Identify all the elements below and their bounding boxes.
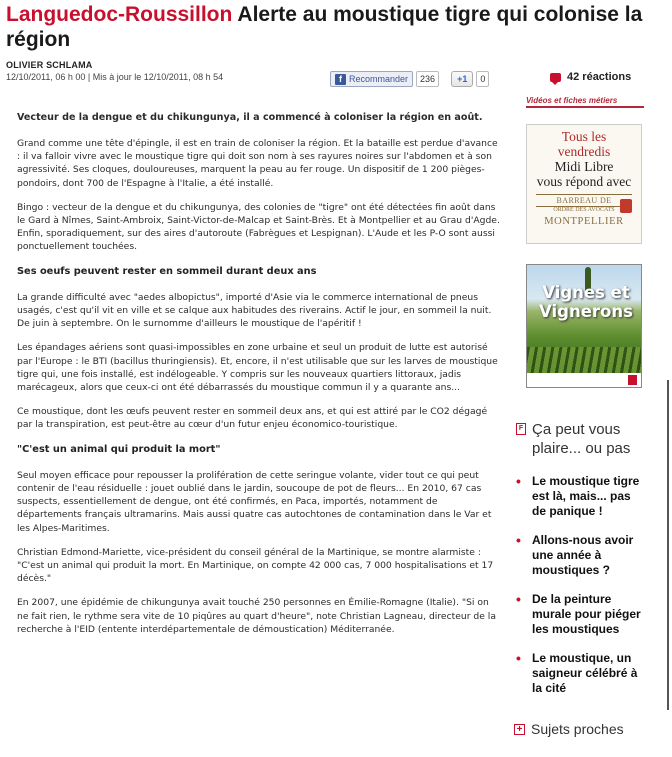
paragraph: Grand comme une tête d'épingle, il est en train de coloniser la région. Et la bataille est perdue d'avance : il va falloir vivre avec le moustique tigre qui doit son nom à ses rayures noires sur l'abdomen et à son agressivité. Ses cloques, douloureuses, marquent la peau au fer rouge. Un dispositif de 1 200 pièges-pondoirs, dont 700 de l'Espagne à l'Italie, a été installé. — [17, 138, 498, 189]
related-item[interactable] — [514, 474, 654, 519]
paragraph: Bingo : vecteur de la dengue et du chikungunya, des colonies de "tigre" ont été détectées fin août dans le Gard à Nîmes, Saint-Ambroix, Saint-Victor-de-Malcap et Saint-Brès. Et à Montpellier et au Grau d'Agde. Enfin, sporadiquement, sur des aires d'autoroute (Fabrègues et Lespignan). L'Aude et les P-O sont aussi ponctuellement touchées. — [17, 201, 500, 253]
facebook-recommend-button[interactable] — [330, 71, 413, 87]
ad-footer — [527, 373, 641, 387]
headline-text: Alerte au moustique tigre qui colonise la région — [6, 3, 643, 51]
vineyard-image — [527, 347, 641, 373]
related-title-text: Ça peut vous plaire... ou pas — [532, 421, 631, 457]
byline — [6, 60, 336, 82]
bullet-icon: • — [516, 650, 521, 666]
related-link[interactable]: De la peinture murale pour piéger les moustiques — [532, 592, 641, 636]
related-item[interactable] — [514, 651, 654, 696]
publish-dates: 12/10/2011, 06 h 00 | Mis à jour le 12/10/2011, 08 h 54 — [6, 72, 224, 82]
videos-link[interactable]: Vidéos et fiches métiers — [526, 96, 644, 108]
vignes-advert[interactable] — [526, 264, 642, 388]
related-topics-label: Sujets proches — [531, 721, 624, 737]
gplus-count: 0 — [476, 71, 489, 87]
paragraph: Les épandages aériens sont quasi-impossibles en zone urbaine et seul un produit de lutte est autorisé par l'Europe : le BTI (bacillus thuringiensis). Et, encore, il n'est utilisable que sur les larves de moustique tigre qui, une fois installé, est indélogeable. Y compris sur les nouveaux quartiers littoraux, jadis marécageux, alors que ceux-ci ont été débarrassés du moustique commun il y a quarante ans... — [17, 342, 498, 394]
gplus-button[interactable]: +1 — [451, 71, 473, 87]
paragraph: Christian Edmond-Mariette, vice-président du conseil général de la Martinique, se montre alarmiste : "C'est un animal qui produit la mort. En Martinique, on compte 42 000 cas, 7 000 hospitalisations et 17 décès." — [17, 546, 494, 585]
bullet-icon: • — [516, 591, 521, 607]
bullet-icon: • — [516, 532, 521, 548]
social-bar — [330, 70, 489, 88]
related-link[interactable]: Le moustique, un saigneur célébré à la cité — [532, 651, 638, 695]
bullet-icon: • — [516, 473, 521, 489]
logo-city: MONTPELLIER — [544, 216, 624, 227]
related-topics-link[interactable] — [514, 721, 624, 737]
page-icon: F — [516, 423, 526, 435]
sidebar — [526, 96, 644, 388]
logo-title: BARREAU DE — [536, 194, 632, 207]
ad-line: Tous les — [561, 129, 607, 144]
region-label[interactable]: Languedoc-Roussillon — [6, 3, 233, 26]
paragraph: En 2007, une épidémie de chikungunya avait touché 250 personnes en Émilie-Romagne (Italie). "Si on ne fait rien, le rythme sera vite de 10 piqûres au quart d'heure", note Christian Lagneau, directeur de la recherche à l'EID (entente interdépartementale de démoustication) Méditerranée. — [17, 597, 496, 635]
related-item[interactable] — [514, 533, 654, 578]
reactions-link[interactable] — [550, 71, 631, 83]
subheading: Ses oeufs peuvent rester en sommeil durant deux ans — [17, 265, 317, 277]
ad-line: vous répond avec — [536, 174, 632, 189]
paragraph: La grande difficulté avec "aedes albopictus", importé d'Asie via le commerce international de pneus usagés, c'est qu'il vit en ville et se calque aux habitudes des riverains. Actif le jour, en sommeil la nuit. De juin à septembre. On le surnomme d'ailleurs le moustique de l'apéritif ! — [17, 291, 492, 330]
barreau-logo — [536, 194, 632, 234]
paragraph: Seul moyen efficace pour repousser la prolifération de cette seringue volante, vider tout ce qui peut contenir de l'eau résiduelle : jouet oublié dans le jardin, soucoupe de pot de fleurs... En 2010, 67 cas suspects, essentiellement de dengue, ont été confirmés, en Paca, importés, notamment de départements français ultramarins. Mais aussi quatre cas autochtones de contamination dans le Var et les Alpes-Maritimes. — [17, 469, 492, 534]
comment-bubble-icon — [550, 73, 561, 82]
brand-logo-icon — [628, 375, 637, 385]
ad-line: Vignerons — [539, 302, 633, 321]
author-name: OLIVIER SCHLAMA — [6, 60, 93, 70]
facebook-label: Recommander — [349, 74, 409, 84]
article-body — [17, 111, 502, 647]
ad-line: vendredis — [557, 144, 611, 159]
related-link[interactable]: Le moustique tigre est là, mais... pas de panique ! — [532, 474, 640, 518]
seal-icon — [620, 199, 632, 213]
related-articles — [514, 420, 654, 710]
paragraph: Ce moustique, dont les œufs peuvent rester en sommeil deux ans, et qui est attiré par le CO2 dégagé par la transpiration, est peut-être au cœur d'un futur enjeu économico-touristique. — [17, 406, 488, 431]
subheading: "C'est un animal qui produit la mort" — [17, 443, 221, 455]
page-title — [6, 2, 666, 52]
facebook-count: 236 — [416, 71, 439, 87]
related-item[interactable] — [514, 592, 654, 637]
related-link[interactable]: Allons-nous avoir une année à moustiques ? — [532, 533, 634, 577]
barreau-advert[interactable] — [526, 124, 642, 244]
article-lead: Vecteur de la dengue et du chikungunya, il a commencé à coloniser la région en août. — [17, 112, 483, 123]
facebook-icon: f — [335, 74, 346, 85]
reactions-count: 42 réactions — [567, 71, 632, 83]
divider — [667, 380, 669, 710]
ad-line: Vignes et — [542, 283, 630, 302]
ad-line: Midi Libre — [554, 159, 614, 174]
ad-title — [531, 283, 641, 321]
plus-icon: + — [514, 724, 525, 735]
related-title — [514, 420, 654, 458]
logo-subtitle: ORDRE DES AVOCATS — [553, 207, 615, 213]
